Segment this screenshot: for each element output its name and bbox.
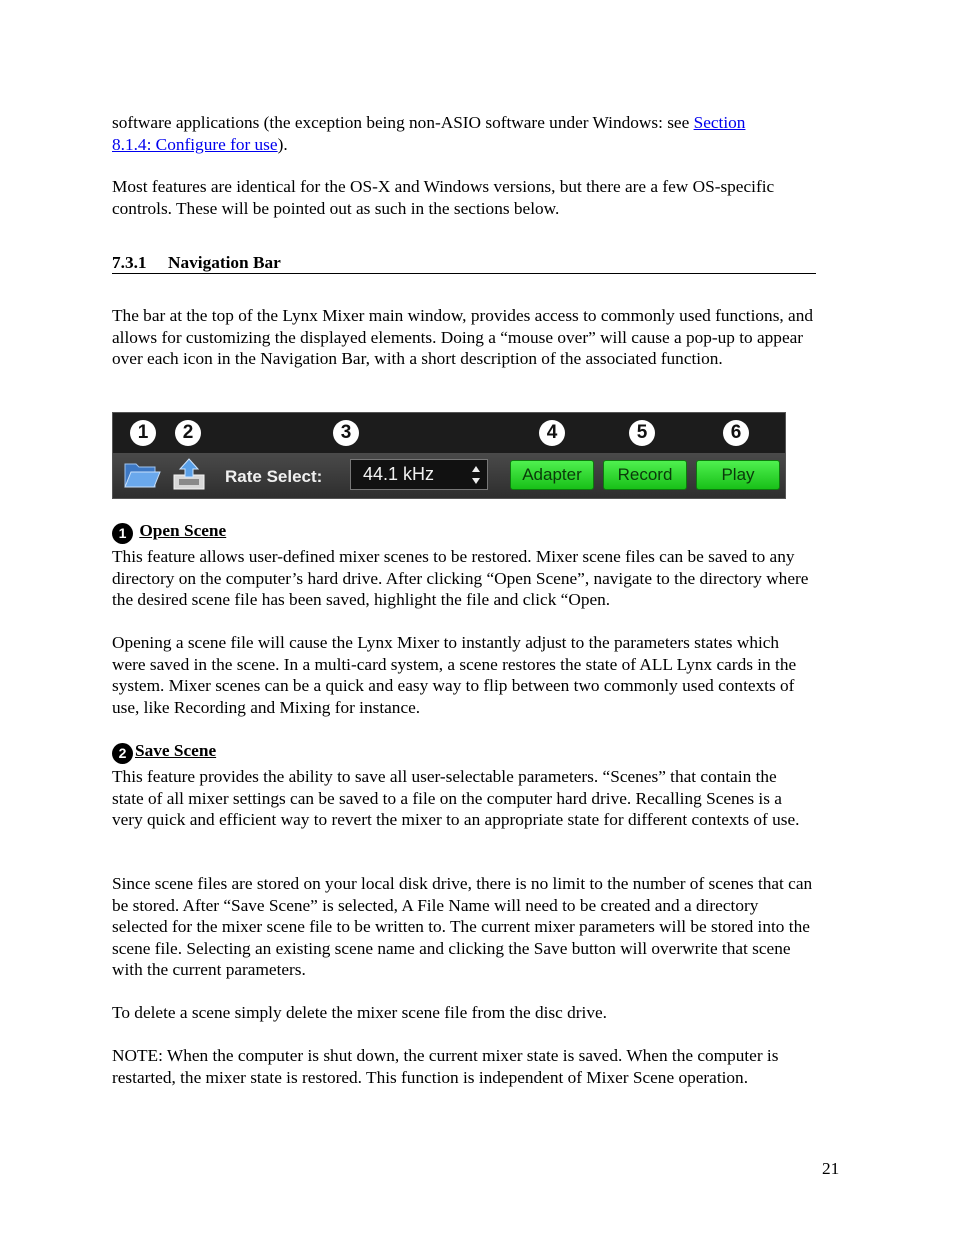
rate-select-dropdown[interactable] [350,459,488,490]
badge-2: 2 [175,420,201,446]
save-scene-para-1: This feature provides the ability to save all user-selectable parameters. “Scenes” that contain the state of all mixer settings can be saved to a file on the computer hard drive. Recalling Scenes is a very quick and efficient way to revert the mixer to an appropriate state for different contexts of use. [112,767,800,830]
features-paragraph: Most features are identical for the OS-X and Windows versions, but there are a few OS-specific controls. These will be pointed out as such in the sections below. [112,177,775,218]
intro-text: software applications (the exception being non-ASIO software under Windows: see [112,113,694,132]
save-scene-para-2: Since scene files are stored on your local disk drive, there is no limit to the number of scenes that can be stored. After “Save Scene” is selected, A File Name will need to be created and a directory selected for the mixer scene file to be written to. The current mixer parameters will be stored into the scene file. Selecting an existing scene name and clicking the Save button will overwrite that scene with the current parameters. [112,874,813,980]
section-heading [112,252,816,274]
badge-5: 5 [629,420,655,446]
save-scene-title: Save Scene [135,741,217,760]
section-link[interactable]: Section 8.1.4: Configure for use [112,113,746,154]
open-scene-para-2: Opening a scene file will cause the Lynx Mixer to instantly adjust to the parameters states which were saved in the scene. In a multi-card system, a scene restores the state of ALL Lynx cards in the system. Mixer scenes can be a quick and easy way to flip between two commonly used contexts of use, like Recording and Mixing for instance. [112,633,797,717]
save-scene-note: NOTE: When the computer is shut down, the current mixer state is saved. When the computer is restarted, the mixer state is restored. This function is independent of Mixer Scene operation. [112,1046,779,1087]
adapter-button[interactable]: Adapter [510,460,594,490]
save-scene-heading [112,740,216,764]
intro-paragraph [112,112,822,155]
rate-select-label: Rate Select: [225,467,323,486]
updown-arrows-icon [471,464,481,486]
open-scene-heading [112,520,226,544]
badge-3: 3 [333,420,359,446]
folder-open-icon[interactable] [123,458,161,490]
open-scene-title: Open Scene [139,521,227,540]
save-icon[interactable] [170,457,208,491]
open-scene-para-1: This feature allows user-defined mixer scenes to be restored. Mixer scene files can be saved to any directory on the computer’s hard drive. After clicking “Open Scene”, navigate to the directory where the desired scene file has been saved, highlight the file and click “Open. [112,547,809,610]
save-scene-para-3: To delete a scene simply delete the mixer scene file from the disc drive. [112,1003,607,1022]
marker-1-icon: 1 [112,523,133,544]
marker-2-icon: 2 [112,743,133,764]
page-number: 21 [822,1159,840,1178]
navigation-bar-figure [112,412,786,499]
section-number: 7.3.1 [112,253,147,272]
navbar-description: The bar at the top of the Lynx Mixer main window, provides access to commonly used functions, and allows for customizing the displayed elements. Doing a “mouse over” will cause a pop-up to appear over each icon in the Navigation Bar, with a short description of the associated function. [112,306,814,369]
badge-strip [113,413,785,453]
badge-4: 4 [539,420,565,446]
badge-6: 6 [723,420,749,446]
rate-select-value: 44.1 kHz [363,464,435,484]
section-title: Navigation Bar [168,253,281,272]
play-button[interactable]: Play [696,460,780,490]
record-button[interactable]: Record [603,460,687,490]
badge-1: 1 [130,420,156,446]
intro-suffix: ). [277,134,288,154]
